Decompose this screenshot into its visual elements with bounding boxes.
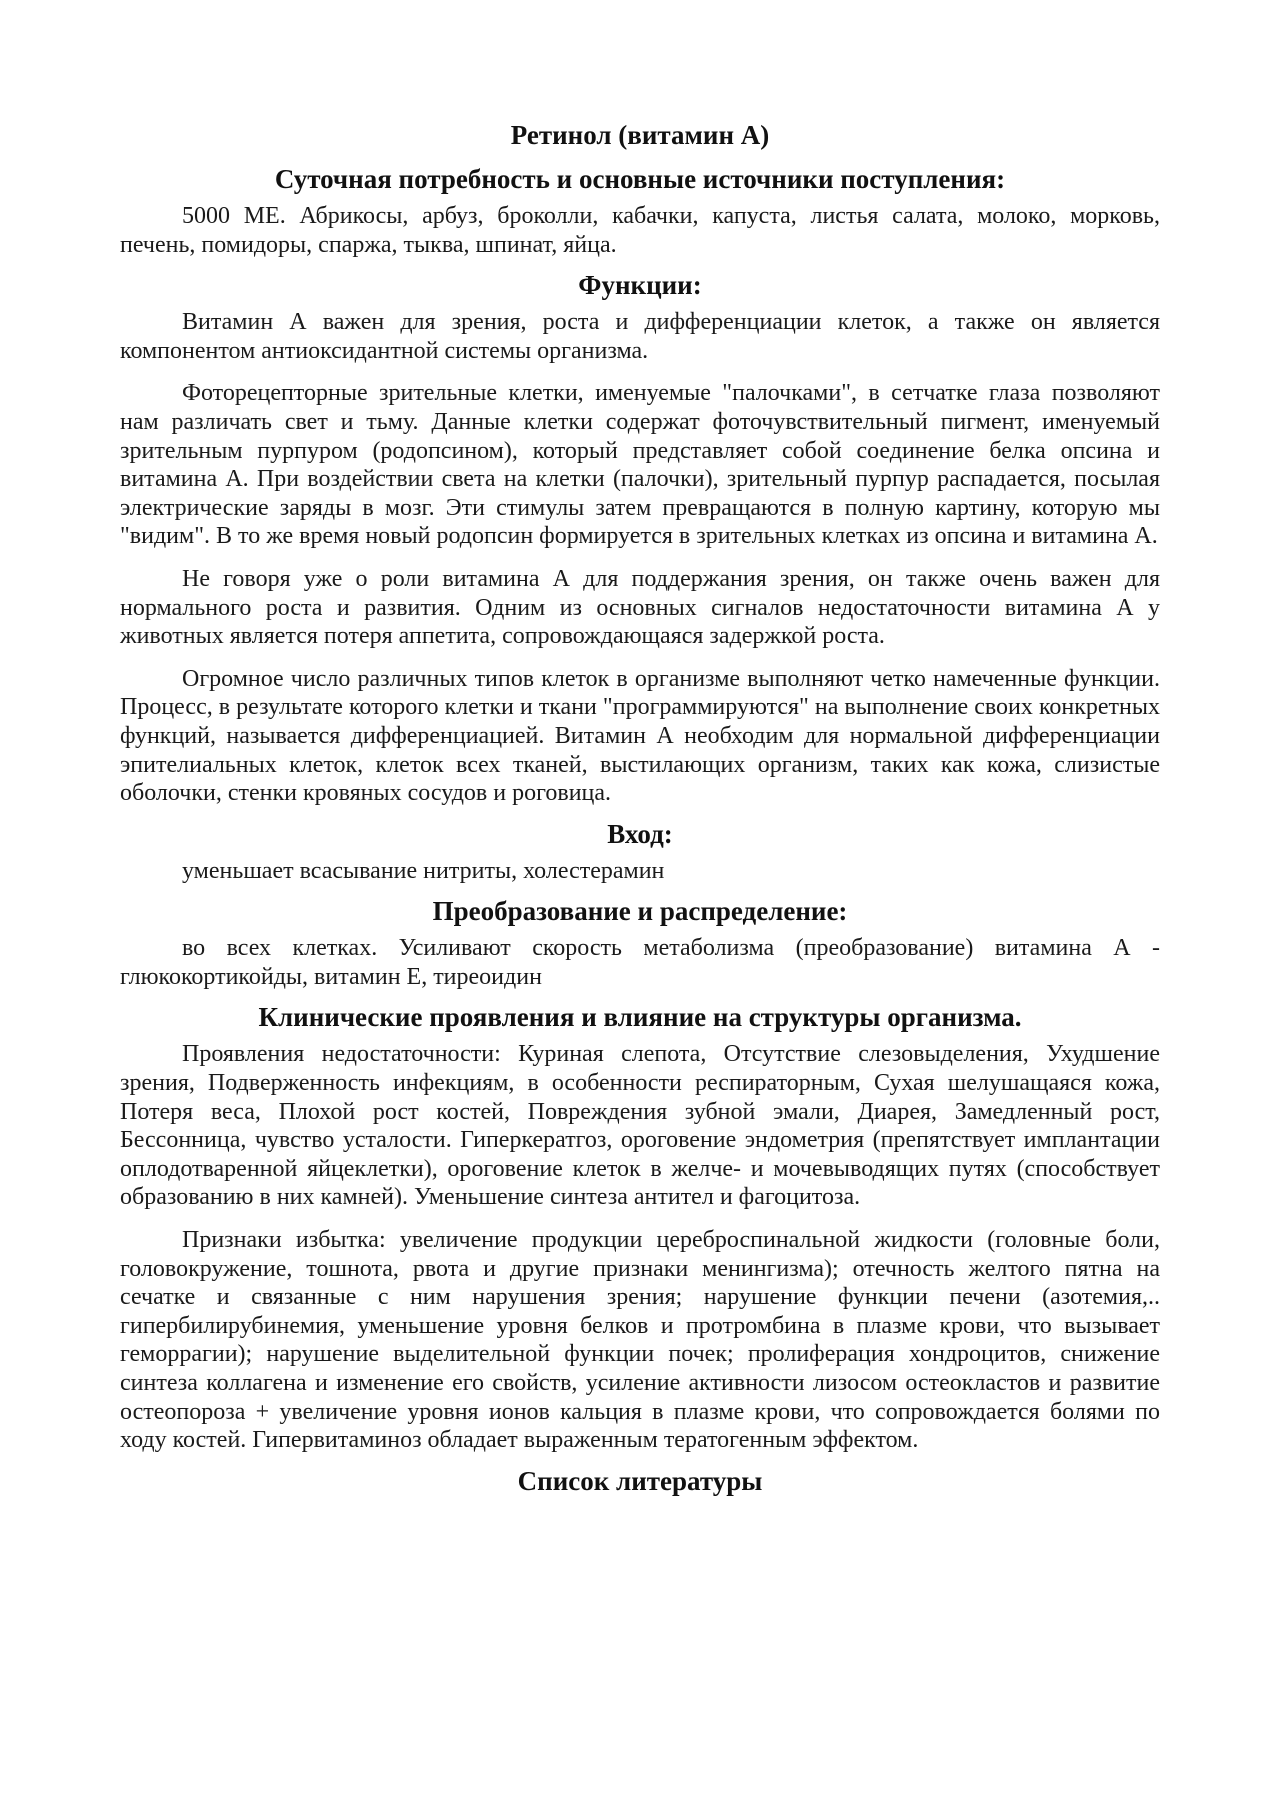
paragraph-clinical-excess: Признаки избытка: увеличение продукции цереброспинальной жидкости (головные боли, головокружение, тошнота, рвота и другие признаки менингизма); отечность желтого пятна на сечатке и связанные с ним нарушения зрения; нарушение функции печени (азотемия,.. гипербилирубинемия, уменьшение уровня белков и протромбина в плазме крови, что вызывает геморрагии); нарушение выделительной функции почек; пролиферация хондроцитов, снижение синтеза коллагена и изменение его свойств, усиление активности лизосом остеокластов и развитие остеопороза + увеличение уровня ионов кальция в плазме крови, что сопровождается болями по ходу костей. Гипервитаминоз обладает выраженным тератогенным эффектом. bbox=[120, 1227, 1160, 1454]
section-heading-references: Список литературы bbox=[517, 1465, 763, 1496]
paragraph-functions-3: Не говоря уже о роли витамина А для поддержания зрения, он также очень важен для нормального роста и развития. Одним из основных сигналов недостаточности витамина А у животных является потеря аппетита, сопровождающаяся задержкой роста. bbox=[120, 565, 1160, 650]
paragraph-daily-requirement: 5000 МЕ. Абрикосы, арбуз, броколли, кабачки, капуста, листья салата, молоко, морковь, печень, помидоры, спаржа, тыква, шпинат, яйца. bbox=[120, 203, 1160, 258]
paragraph-functions-2: Фоторецепторные зрительные клетки, именуемые "палочками", в сетчатке глаза позволяют нам различать свет и тьму. Данные клетки содержат фоточувствительный пигмент, именуемый зрительным пурпуром (родопсином), который представляет собой соединение белка опсина и витамина А. При воздействии света на клетки (палочки), зрительный пурпур распадается, посылая электрические заряды в мозг. Эти стимулы затем превращаются в полную картину, которую мы "видим". В то же время новый родопсин формируется в зрительных клетках из опсина и витамина А. bbox=[120, 380, 1160, 550]
paragraph-intake: уменьшает всасывание нитриты, холестерамин bbox=[182, 857, 665, 884]
paragraph-functions-1: Витамин А важен для зрения, роста и дифференциации клеток, а также он является компонентом антиоксидантной системы организма. bbox=[120, 309, 1160, 364]
section-heading-daily-requirement: Суточная потребность и основные источники поступления: bbox=[274, 164, 1006, 194]
document-page bbox=[120, 118, 1160, 1504]
section-heading-transformation: Преобразование и распределение: bbox=[432, 896, 848, 927]
section-heading-functions: Функции: bbox=[578, 270, 702, 301]
section-heading-clinical: Клинические проявления и влияние на структуры организма. bbox=[258, 1002, 1022, 1033]
paragraph-transformation: во всех клетках. Усиливают скорость метаболизма (преобразование) витамина А - глюкокортикойды, витамин Е, тиреоидин bbox=[120, 935, 1160, 990]
section-heading-intake: Вход: bbox=[607, 818, 673, 849]
paragraph-functions-4: Огромное число различных типов клеток в организме выполняют четко намеченные функции. Процесс, в результате которого клетки и ткани "программируются" на выполнение своих конкретных функций, называется дифференциацией. Витамин А необходим для нормальной дифференциации эпителиальных клеток, клеток всех тканей, выстилающих организм, таких как кожа, слизистые оболочки, стенки кровяных сосудов и роговица. bbox=[120, 665, 1160, 807]
paragraph-clinical-deficiency: Проявления недостаточности: Куриная слепота, Отсутствие слезовыделения, Ухудшение зрения, Подверженность инфекциям, в особенности респираторным, Сухая шелушащаяся кожа, Потеря веса, Плохой рост костей, Повреждения зубной эмали, Диарея, Замедленный рост, Бессонница, чувство усталости. Гиперкератгоз, ороговение эндометрия (препятствует имплантации оплодотваренной яйцеклетки), ороговение клеток в желче- и мочевыводящих путях (способствует образованию в них камней). Уменьшение синтеза антител и фагоцитоза. bbox=[120, 1041, 1160, 1211]
document-title: Ретинол (витамин А) bbox=[510, 120, 770, 150]
